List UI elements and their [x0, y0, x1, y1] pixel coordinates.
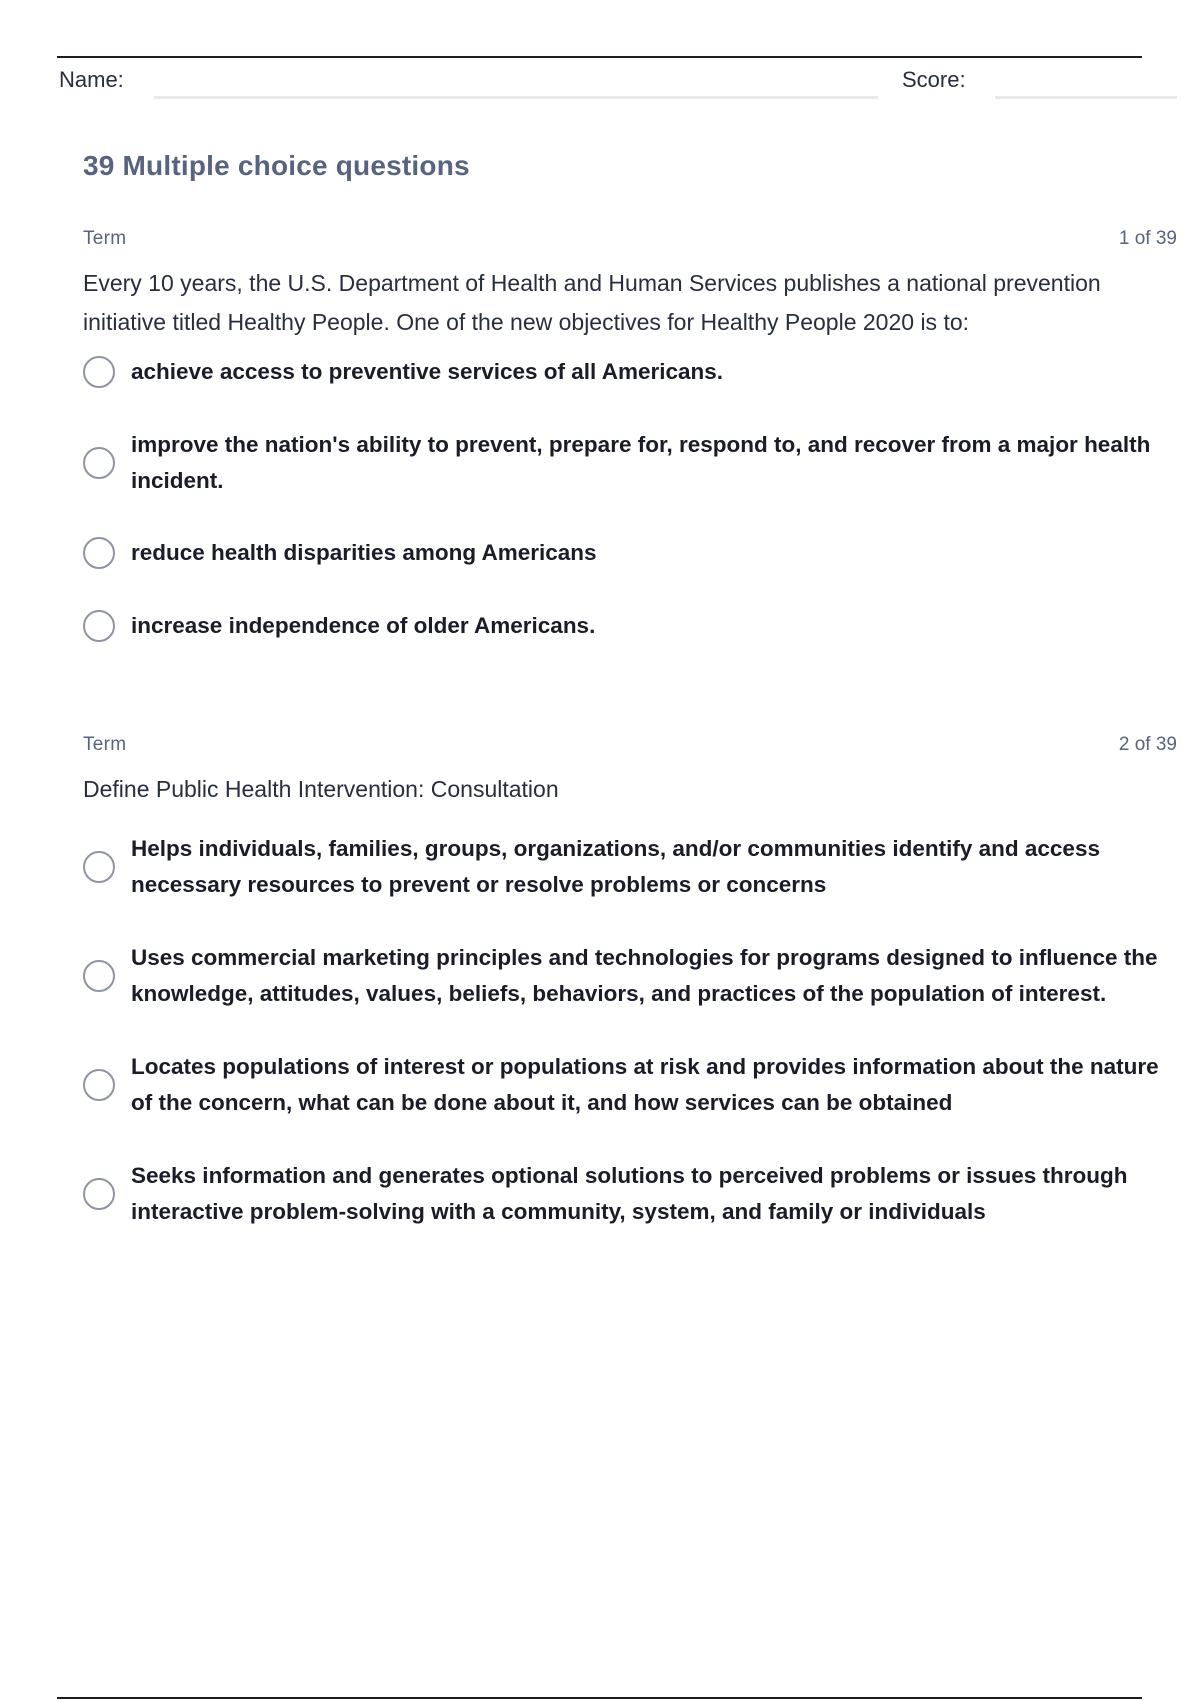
radio-circle-icon[interactable]: [83, 356, 115, 388]
answer-option-text: Helps individuals, families, groups, organizations, and/or communities identify and access necessary resources to prevent or resolve problems or concerns: [131, 836, 1100, 897]
term-label: Term: [83, 734, 127, 755]
radio-circle-icon[interactable]: [83, 537, 115, 569]
name-label: Name:: [59, 67, 124, 92]
answer-option[interactable]: [83, 1158, 1177, 1230]
question-meta: [83, 228, 1177, 254]
bottom-rule: [57, 1697, 1142, 1699]
answer-option-text: Uses commercial marketing principles and technologies for programs designed to influence the knowledge, attitudes, values, beliefs, behaviors, and practices of the population of interest.: [131, 945, 1158, 1006]
top-rule: [57, 56, 1142, 58]
radio-circle-icon[interactable]: [83, 610, 115, 642]
answer-option-text: Seeks information and generates optional solutions to perceived problems or issues through interactive problem-solving with a community, system, and family or individuals: [131, 1163, 1128, 1224]
answer-option[interactable]: [83, 427, 1177, 499]
answer-option[interactable]: [83, 1049, 1177, 1121]
answer-option-text: achieve access to preventive services of all Americans.: [131, 359, 724, 384]
answer-option-text: improve the nation's ability to prevent, prepare for, respond to, and recover from a major health incident.: [131, 432, 1151, 493]
question-counter: 2 of 39: [1118, 734, 1177, 755]
answer-options: [83, 354, 1177, 644]
answer-option[interactable]: [83, 535, 1177, 571]
answer-option[interactable]: [83, 940, 1177, 1012]
answer-option-text: reduce health disparities among Americans: [131, 540, 597, 565]
radio-circle-icon[interactable]: [83, 447, 115, 479]
score-label: Score:: [902, 67, 966, 92]
answer-option-text: Locates populations of interest or populations at risk and provides information about the nature of the concern, what can be done about it, and how services can be obtained: [131, 1054, 1159, 1115]
radio-circle-icon[interactable]: [83, 851, 115, 883]
header-row: [57, 62, 1177, 102]
question-counter: 1 of 39: [1118, 228, 1177, 249]
question-card: [83, 228, 1177, 681]
radio-circle-icon[interactable]: [83, 960, 115, 992]
question-meta: [83, 734, 1177, 760]
question-prompt: Every 10 years, the U.S. Department of Health and Human Services publishes a national prevention initiative titled Healthy People. One of the new objectives for Healthy People 2020 is to:: [83, 270, 1101, 335]
name-field[interactable]: [154, 96, 878, 99]
question-card: [83, 734, 1177, 1267]
answer-option[interactable]: [83, 831, 1177, 903]
page-title: 39 Multiple choice questions: [83, 150, 470, 181]
radio-circle-icon[interactable]: [83, 1178, 115, 1210]
term-label: Term: [83, 228, 127, 249]
question-prompt: Define Public Health Intervention: Consultation: [83, 776, 559, 802]
answer-option-text: increase independence of older Americans.: [131, 613, 596, 638]
radio-circle-icon[interactable]: [83, 1069, 115, 1101]
score-field[interactable]: [995, 96, 1177, 99]
answer-option[interactable]: [83, 354, 1177, 390]
answer-option[interactable]: [83, 608, 1177, 644]
answer-options: [83, 831, 1177, 1230]
